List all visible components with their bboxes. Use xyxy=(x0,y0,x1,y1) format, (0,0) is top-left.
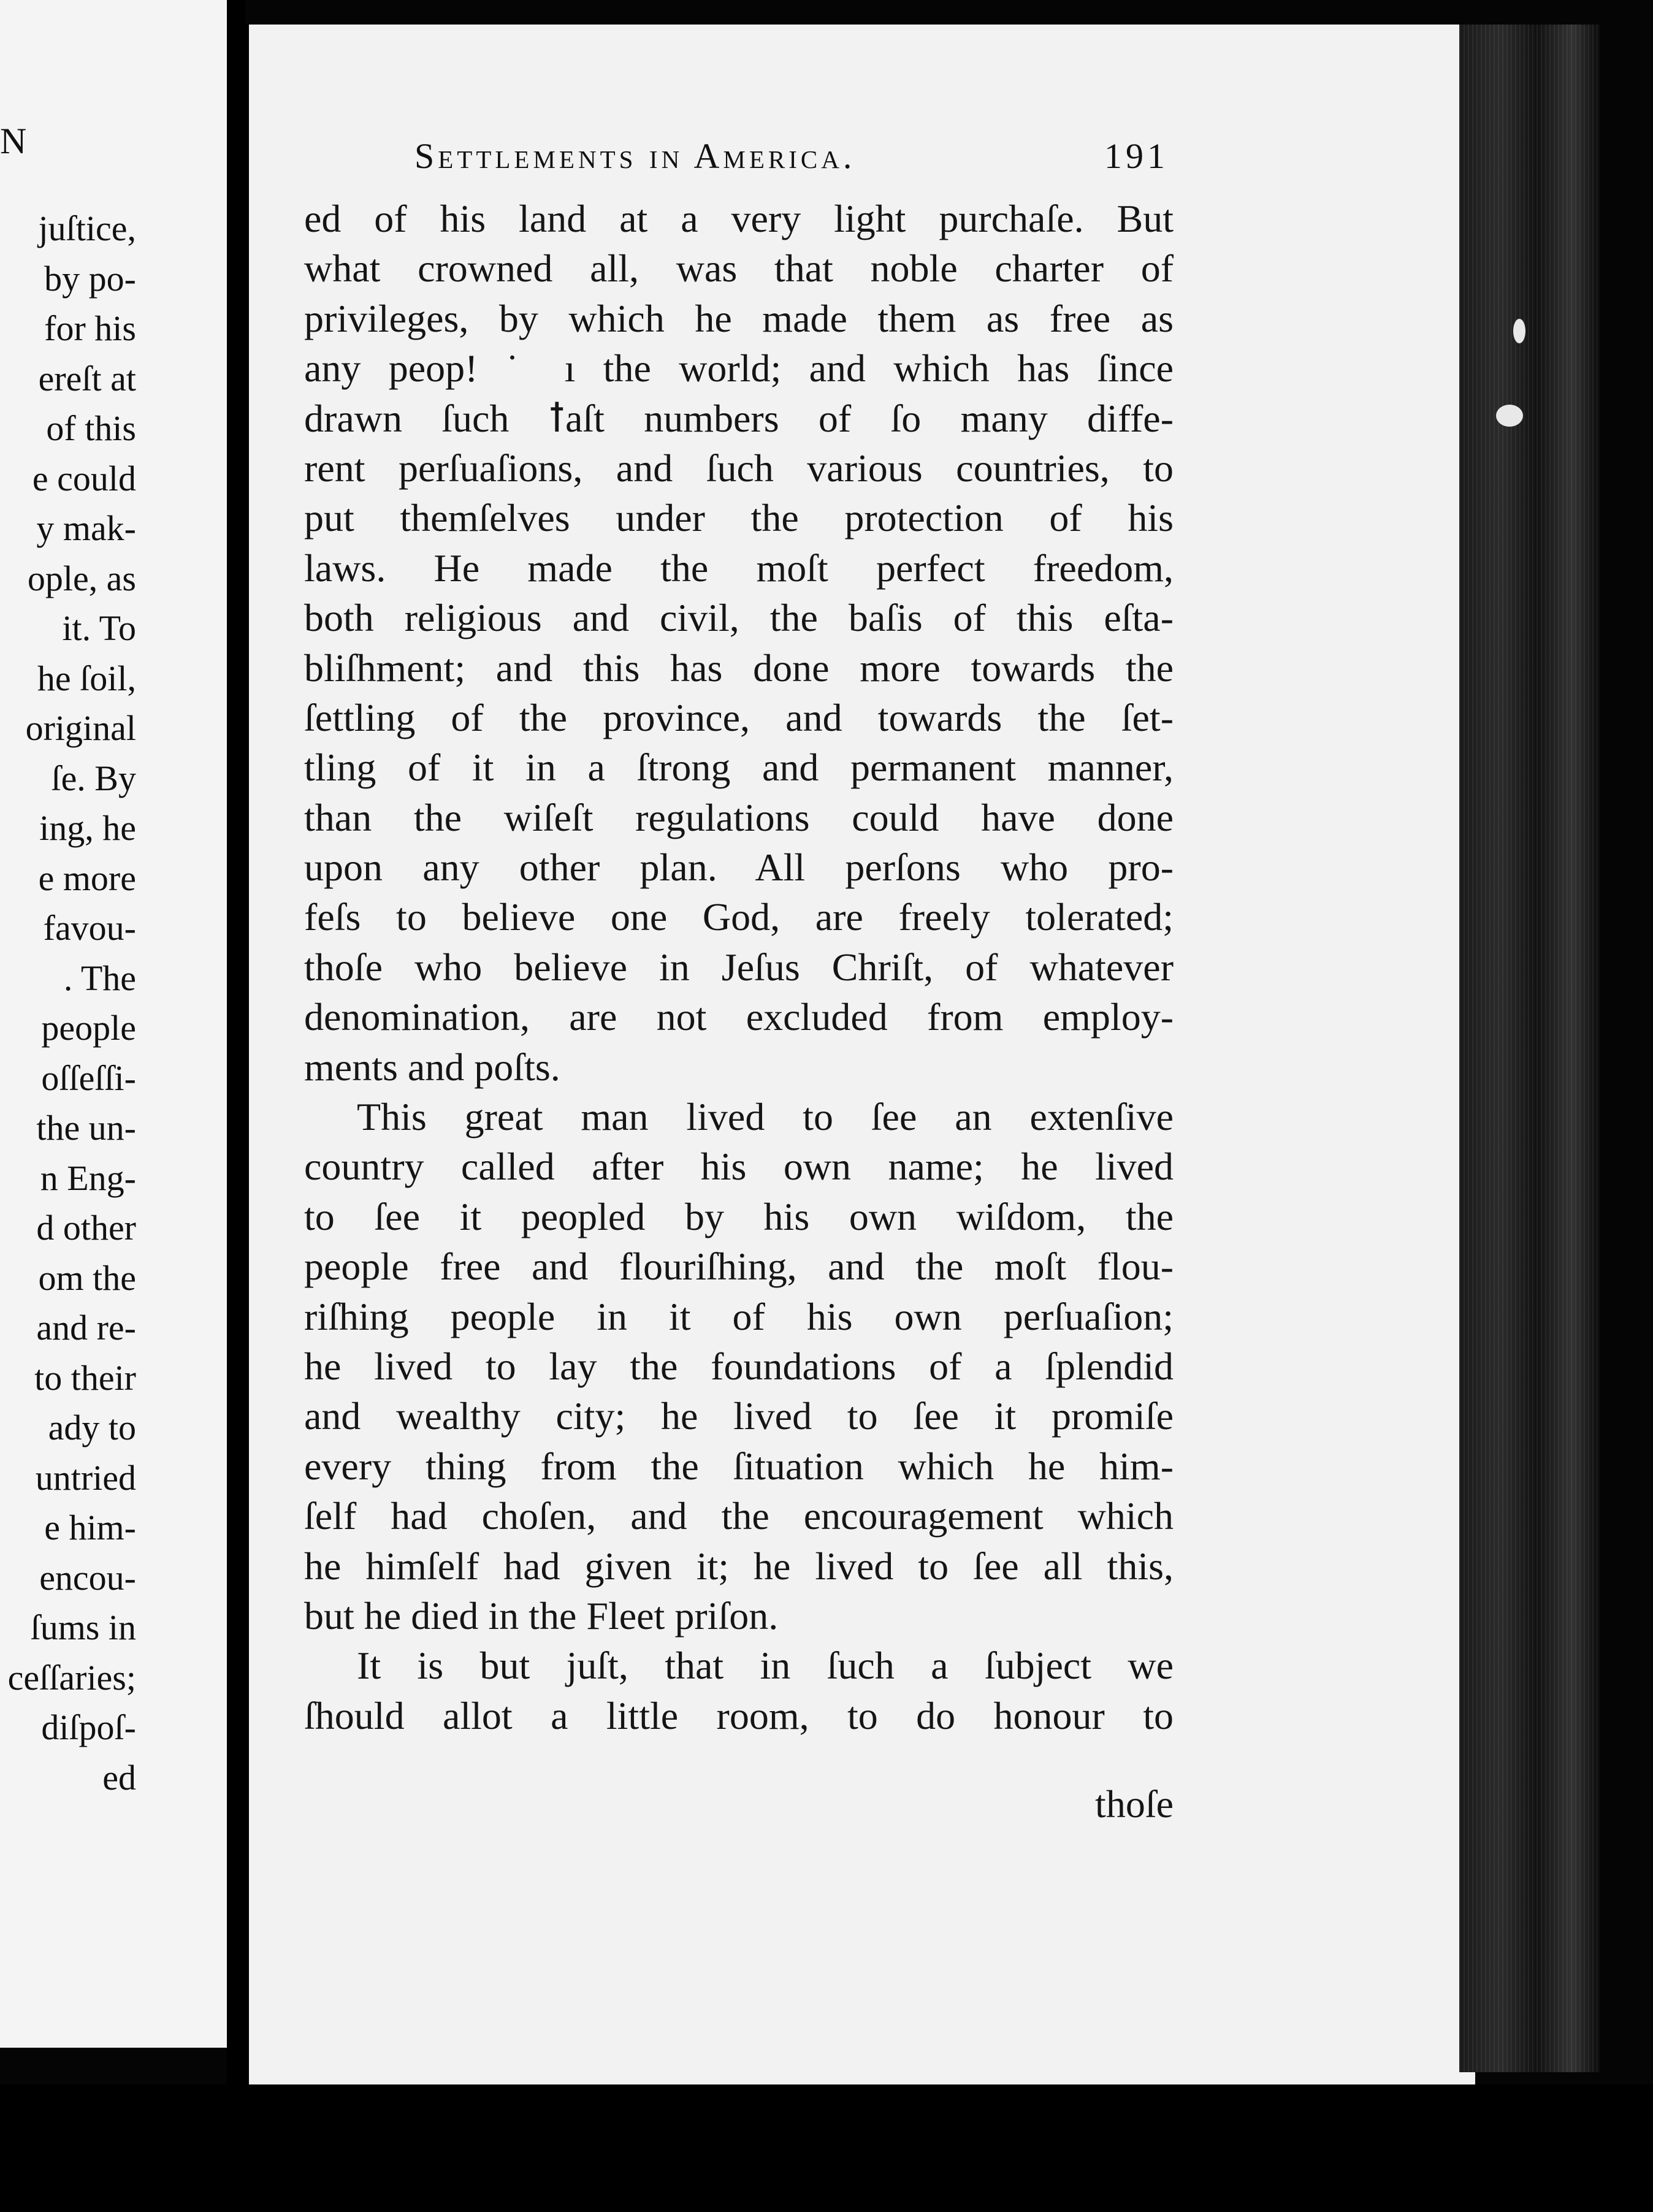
catchword: thoſe xyxy=(1095,1782,1174,1826)
running-head xyxy=(414,135,1169,178)
left-line: favou- xyxy=(43,908,136,948)
paper-speck xyxy=(1513,319,1525,343)
text-line: but he died in the Fleet priſon. xyxy=(304,1593,779,1638)
text-line: drawn ſuch ꝉaſt numbers of ſo many diffe- xyxy=(304,396,1174,440)
text-line: he himſelf had given it; he lived to ſee all this, xyxy=(304,1544,1174,1588)
text-line: and wealthy city; he lived to ſee it promiſe xyxy=(304,1394,1174,1438)
left-line: juſtice, xyxy=(38,208,136,248)
text-line: people free and flouriſhing, and the moſt flou- xyxy=(304,1245,1174,1289)
page-fore-edge xyxy=(1459,25,1600,2072)
left-line: ereſt at xyxy=(38,358,136,399)
text-line: both religious and civil, the baſis of this eſta- xyxy=(304,596,1174,640)
left-line: ſums in xyxy=(30,1608,136,1647)
left-line: original xyxy=(25,708,136,748)
page-number: 191 xyxy=(1104,136,1169,176)
left-line: ſe. By xyxy=(51,758,136,798)
paper-speck xyxy=(1496,405,1523,427)
text-line: feſs to believe one God, are freely tolerated; xyxy=(304,895,1174,939)
left-line: to their xyxy=(34,1357,136,1398)
left-line: e him- xyxy=(44,1508,136,1547)
left-line: diſpoſ- xyxy=(41,1707,136,1747)
text-line: he lived to lay the foundations of a ſplendid xyxy=(304,1344,1174,1388)
book-gutter xyxy=(227,0,245,2084)
text-line: to ſee it peopled by his own wiſdom, the xyxy=(304,1194,1174,1238)
text-line: bliſhment; and this has done more towards the xyxy=(304,646,1174,690)
text-line: tling of it in a ſtrong and permanent manner, xyxy=(304,746,1174,790)
left-line: ing, he xyxy=(39,808,136,848)
text-line: than the wiſeſt regulations could have done xyxy=(304,795,1174,839)
text-line: denomination, are not excluded from employ- xyxy=(304,995,1174,1039)
left-line: e more xyxy=(38,858,136,898)
paragraph-start-line: It is but juſt, that in ſuch a ſubject we xyxy=(357,1644,1174,1688)
running-title: Settlements in America. xyxy=(414,136,856,176)
left-page-text xyxy=(0,204,136,1802)
left-line: he ſoil, xyxy=(37,658,136,698)
text-line: ſelf had choſen, and the encouragement which xyxy=(304,1494,1174,1538)
paragraph-start-line: This great man lived to ſee an extenſive xyxy=(357,1095,1174,1139)
left-line: ceſſaries; xyxy=(7,1657,136,1698)
left-line: ady to xyxy=(48,1408,136,1447)
left-page xyxy=(0,0,227,2048)
left-line: n Eng- xyxy=(40,1157,136,1198)
text-line: ſettling of the province, and towards the ſet- xyxy=(304,695,1174,739)
text-line: any peop! ˙ ı the world; and which has ſince xyxy=(304,346,1174,391)
left-line: y mak- xyxy=(36,508,136,548)
text-line: country called after his own name; he lived xyxy=(304,1145,1174,1189)
page-body-text xyxy=(304,194,1174,1741)
text-line: ed of his land at a very light purchaſe. But xyxy=(304,197,1174,240)
left-line: encou- xyxy=(39,1557,136,1598)
text-line: what crowned all, was that noble charter of xyxy=(304,246,1174,291)
left-line: of this xyxy=(46,408,136,448)
left-line: it. To xyxy=(62,608,136,648)
text-line: rent perſuaſions, and ſuch various countries, to xyxy=(304,446,1174,490)
text-line: privileges, by which he made them as free as xyxy=(304,296,1174,340)
left-line: people xyxy=(41,1008,136,1048)
left-line: ople, as xyxy=(27,558,136,598)
text-line: laws. He made the moſt perfect freedom, xyxy=(304,546,1174,590)
left-line: ed xyxy=(102,1757,136,1798)
left-line: d other xyxy=(36,1208,136,1248)
left-line: the un- xyxy=(36,1108,136,1148)
left-line: for his xyxy=(44,308,136,348)
left-line: . The xyxy=(63,958,136,998)
left-line: by po- xyxy=(44,258,136,299)
left-line: om the xyxy=(38,1257,136,1298)
text-line: every thing from the ſituation which he him- xyxy=(304,1444,1174,1488)
left-line: untried xyxy=(35,1457,136,1498)
text-line: ſhould allot a little room, to do honour to xyxy=(304,1693,1174,1737)
left-line: oſſeſſi- xyxy=(41,1058,136,1098)
left-running-head-fragment: N xyxy=(0,121,28,161)
text-line: riſhing people in it of his own perſuaſion; xyxy=(304,1294,1174,1338)
text-line: ments and poſts. xyxy=(304,1045,560,1089)
left-line: e could xyxy=(32,458,136,498)
text-line: put themſelves under the protection of his xyxy=(304,496,1174,540)
left-line: and re- xyxy=(36,1308,136,1348)
scan-bottom-margin xyxy=(0,2084,1653,2212)
text-line: upon any other plan. All perſons who pro- xyxy=(304,845,1174,890)
text-line: thoſe who believe in Jeſus Chriſt, of whatever xyxy=(304,945,1174,989)
